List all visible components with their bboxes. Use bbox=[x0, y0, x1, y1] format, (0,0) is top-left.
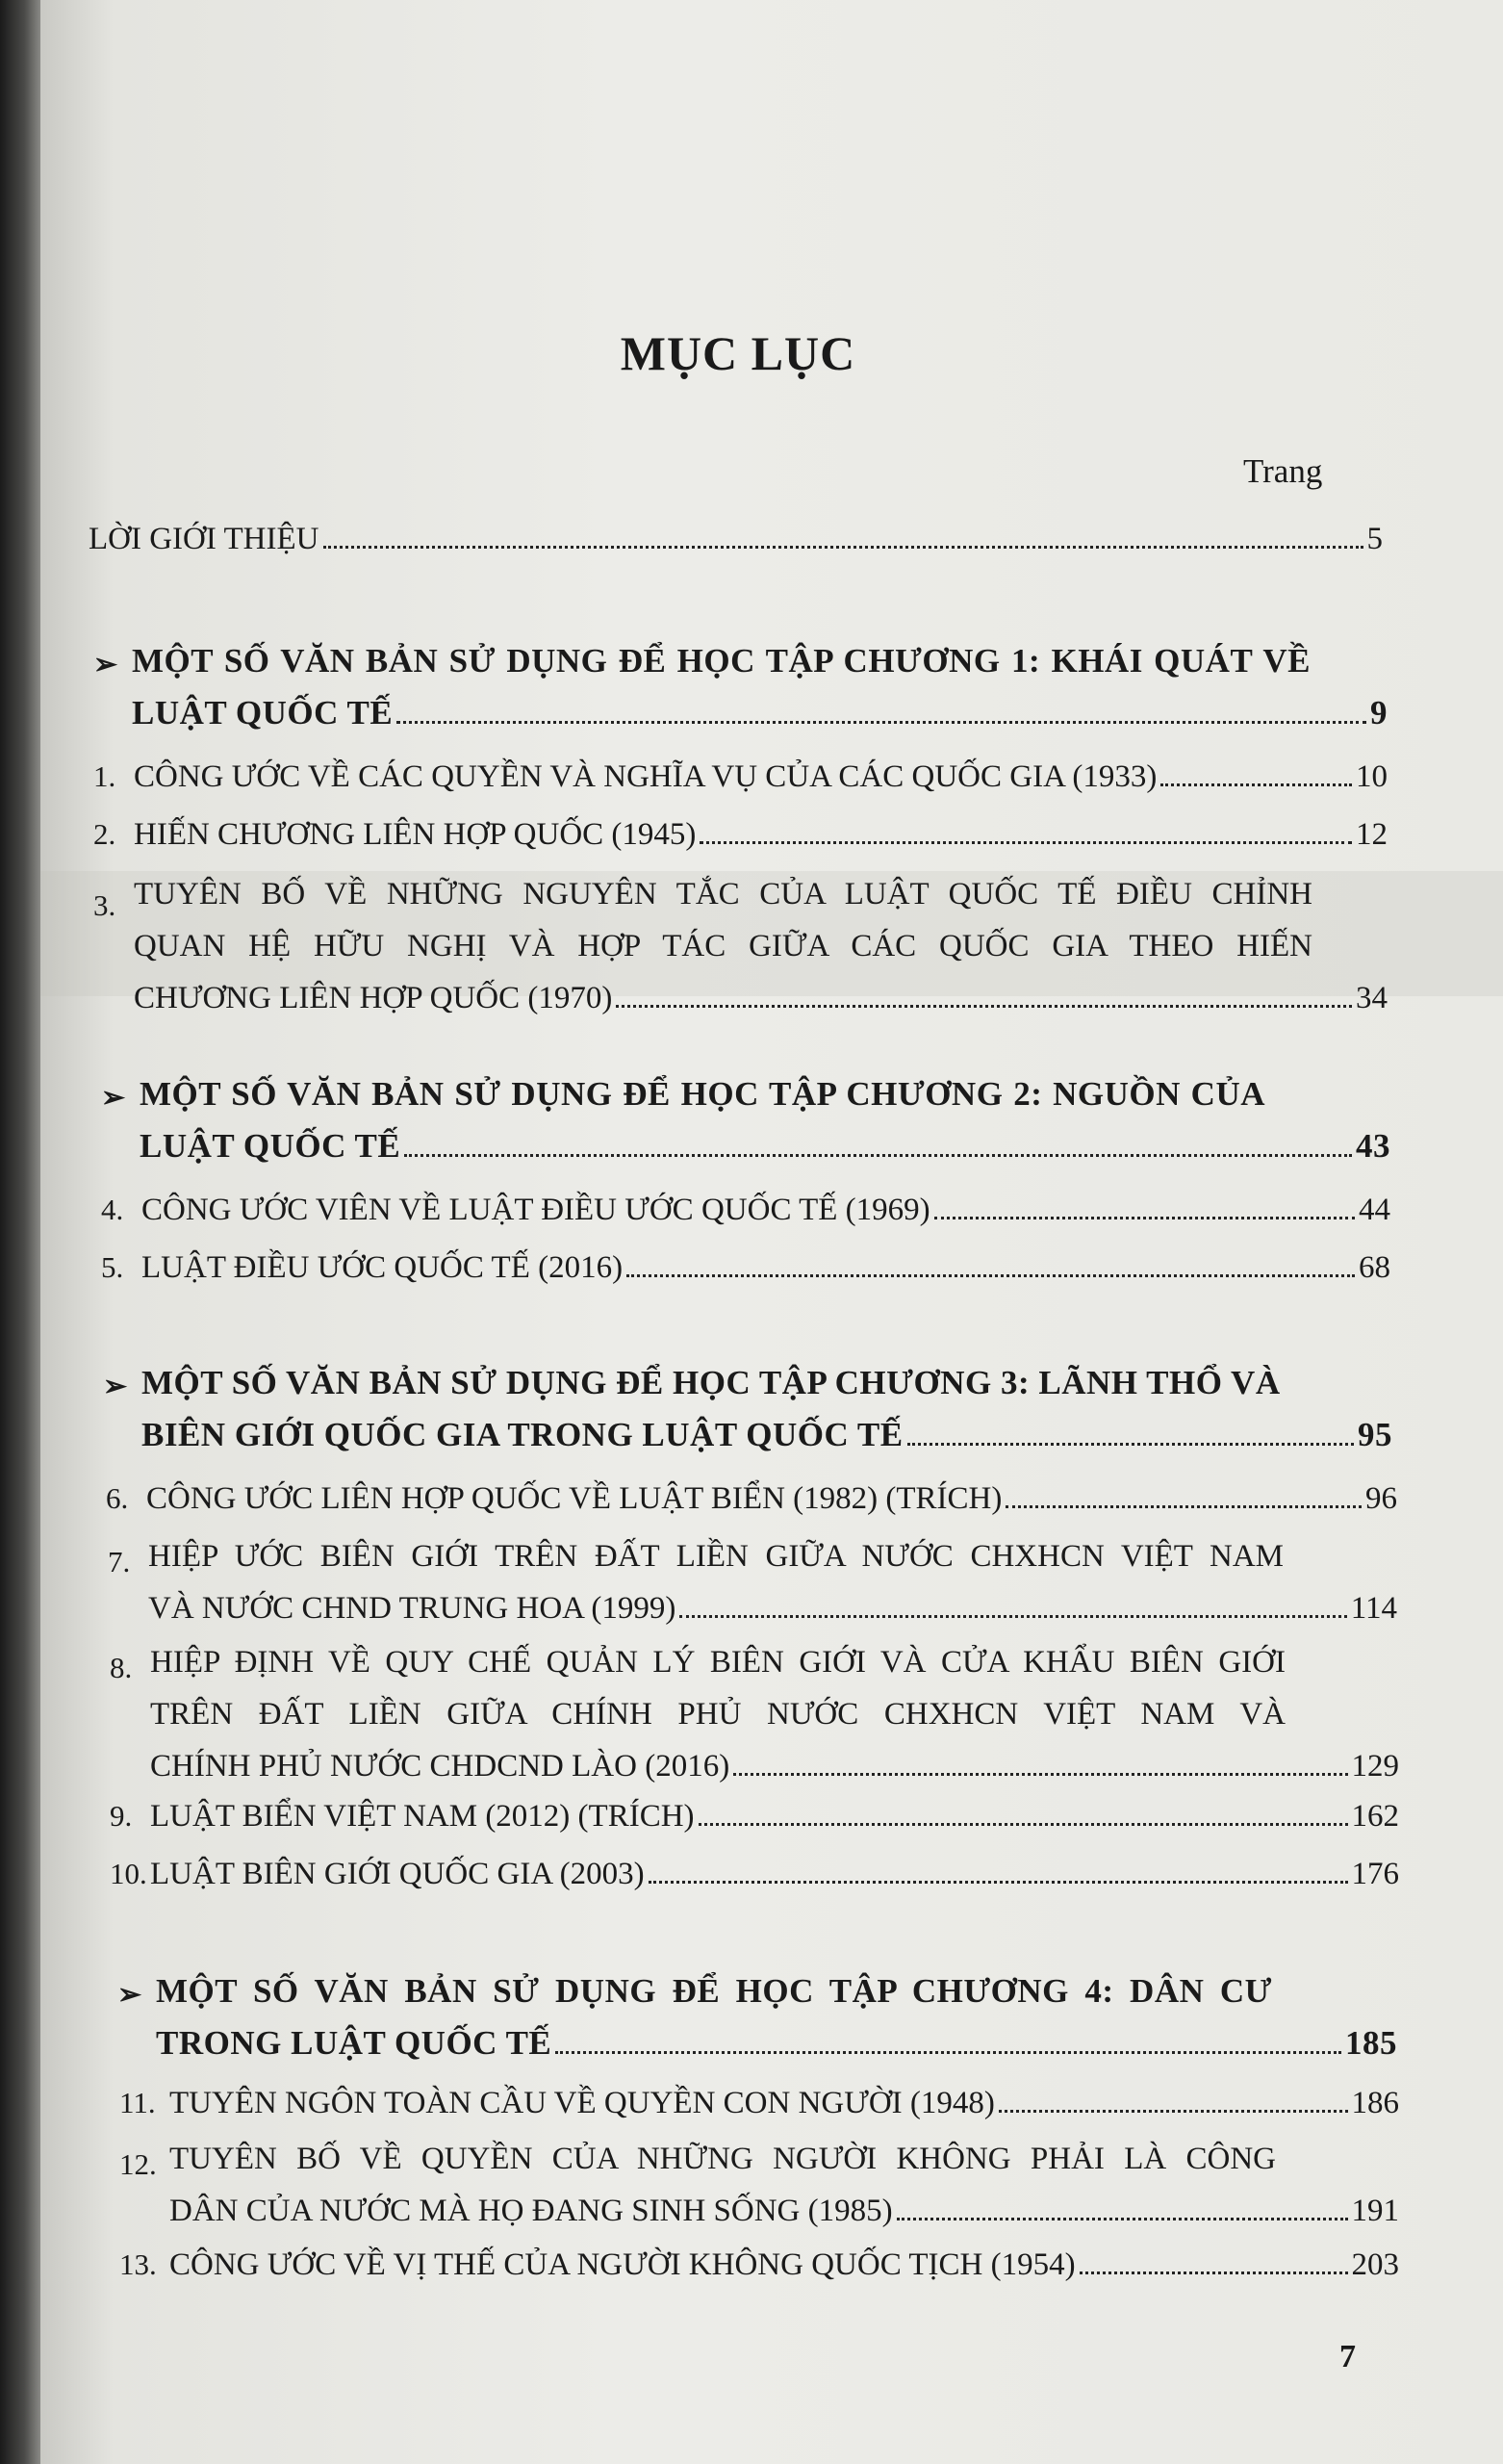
item-page: 34 bbox=[1356, 981, 1388, 1015]
section-page: 95 bbox=[1358, 1416, 1392, 1453]
book-page bbox=[40, 0, 1503, 2464]
item-number: 6. bbox=[106, 1481, 129, 1515]
section-heading-line: MỘT SỐ VĂN BẢN SỬ DỤNG ĐỂ HỌC TẬP CHƯƠNG 2: NGUỒN CỦA bbox=[140, 1075, 1265, 1113]
dot-leader bbox=[616, 1005, 1352, 1008]
dot-leader bbox=[733, 1773, 1347, 1776]
item-number: 8. bbox=[110, 1651, 133, 1684]
dot-leader bbox=[897, 2218, 1348, 2220]
section-heading-line: MỘT SỐ VĂN BẢN SỬ DỤNG ĐỂ HỌC TẬP CHƯƠNG 1: KHÁI QUÁT VỀ bbox=[132, 642, 1311, 680]
dot-leader bbox=[555, 2051, 1341, 2054]
item-title-line: CHÍNH PHỦ NƯỚC CHDCND LÀO (2016) bbox=[150, 1749, 730, 1784]
item-title: CÔNG ƯỚC VỀ VỊ THẾ CỦA NGƯỜI KHÔNG QUỐC TỊCH (1954) bbox=[169, 2247, 1076, 2282]
dot-leader bbox=[699, 1823, 1348, 1826]
section-heading-line: TRONG LUẬT QUỐC TẾ bbox=[156, 2024, 552, 2062]
toc-item bbox=[101, 1184, 1390, 1236]
item-title: LUẬT BIÊN GIỚI QUỐC GIA (2003) bbox=[150, 1857, 645, 1891]
item-title: HIẾN CHƯƠNG LIÊN HỢP QUỐC (1945) bbox=[134, 817, 697, 852]
dot-leader bbox=[999, 2110, 1348, 2113]
dot-leader bbox=[649, 1881, 1348, 1884]
item-number: 3. bbox=[93, 888, 116, 922]
item-title-line: TUYÊN BỐ VỀ QUYỀN CỦA NHỮNG NGƯỜI KHÔNG PHẢI LÀ CÔNG bbox=[169, 2142, 1276, 2176]
dot-leader bbox=[1006, 1505, 1362, 1508]
toc-section-1 bbox=[93, 635, 1388, 739]
item-page: 96 bbox=[1365, 1481, 1397, 1516]
item-page: 68 bbox=[1359, 1250, 1390, 1285]
section-heading-line: LUẬT QUỐC TẾ bbox=[132, 694, 394, 732]
toc-item bbox=[106, 1473, 1397, 1525]
item-page: 44 bbox=[1359, 1193, 1390, 1227]
item-number: 1. bbox=[93, 759, 116, 793]
toc-item bbox=[119, 2239, 1399, 2291]
arrow-bullet-icon: ➢ bbox=[117, 1979, 142, 2011]
arrow-bullet-icon: ➢ bbox=[101, 1082, 126, 1114]
toc-item bbox=[93, 751, 1388, 803]
section-heading-line: BIÊN GIỚI QUỐC GIA TRONG LUẬT QUỐC TẾ bbox=[141, 1416, 904, 1453]
item-title: LUẬT ĐIỀU ƯỚC QUỐC TẾ (2016) bbox=[141, 1250, 624, 1285]
section-page: 43 bbox=[1356, 1127, 1390, 1165]
arrow-bullet-icon: ➢ bbox=[93, 649, 118, 680]
item-page: 186 bbox=[1351, 2086, 1399, 2120]
section-heading-line: MỘT SỐ VĂN BẢN SỬ DỤNG ĐỂ HỌC TẬP CHƯƠNG 4: DÂN CƯ bbox=[156, 1972, 1272, 2010]
dot-leader bbox=[396, 721, 1366, 724]
section-page: 185 bbox=[1345, 2024, 1397, 2062]
item-number: 7. bbox=[108, 1545, 131, 1578]
item-number: 2. bbox=[93, 817, 116, 851]
toc-item bbox=[93, 868, 1388, 1024]
toc-item bbox=[110, 1790, 1399, 1842]
dot-leader bbox=[907, 1443, 1354, 1446]
item-number: 13. bbox=[119, 2247, 157, 2281]
item-title-line: TRÊN ĐẤT LIỀN GIỮA CHÍNH PHỦ NƯỚC CHXHCN VIỆT NAM VÀ bbox=[150, 1697, 1286, 1732]
item-page: 114 bbox=[1350, 1591, 1397, 1626]
item-number: 4. bbox=[101, 1193, 124, 1226]
item-title: CÔNG ƯỚC LIÊN HỢP QUỐC VỀ LUẬT BIỂN (1982) (TRÍCH) bbox=[146, 1481, 1003, 1516]
book-spine-shadow bbox=[0, 0, 40, 2464]
toc-item bbox=[110, 1636, 1399, 1792]
dot-leader bbox=[1080, 2272, 1348, 2274]
item-title: CÔNG ƯỚC VỀ CÁC QUYỀN VÀ NGHĨA VỤ CỦA CÁC QUỐC GIA (1933) bbox=[134, 759, 1158, 794]
toc-item bbox=[119, 2133, 1399, 2237]
item-page: 162 bbox=[1351, 1799, 1399, 1834]
item-page: 203 bbox=[1351, 2247, 1399, 2282]
dot-leader bbox=[934, 1217, 1355, 1219]
dot-leader bbox=[1160, 783, 1352, 786]
toc-intro bbox=[89, 513, 1383, 565]
item-page: 176 bbox=[1351, 1857, 1399, 1891]
item-title-line: CHƯƠNG LIÊN HỢP QUỐC (1970) bbox=[134, 981, 613, 1015]
dot-leader bbox=[679, 1615, 1346, 1618]
item-title: LUẬT BIỂN VIỆT NAM (2012) (TRÍCH) bbox=[150, 1799, 695, 1834]
item-number: 9. bbox=[110, 1799, 133, 1833]
dot-leader bbox=[404, 1154, 1352, 1157]
toc-item bbox=[93, 808, 1388, 860]
section-heading-line: MỘT SỐ VĂN BẢN SỬ DỤNG ĐỂ HỌC TẬP CHƯƠNG 3: LÃNH THỔ VÀ bbox=[141, 1364, 1281, 1401]
item-page: 10 bbox=[1356, 759, 1388, 794]
item-title-line: HIỆP ƯỚC BIÊN GIỚI TRÊN ĐẤT LIỀN GIỮA NƯỚC CHXHCN VIỆT NAM bbox=[148, 1539, 1284, 1574]
item-page: 129 bbox=[1351, 1749, 1399, 1784]
item-title-line: VÀ NƯỚC CHND TRUNG HOA (1999) bbox=[148, 1591, 676, 1626]
item-page: 191 bbox=[1351, 2194, 1399, 2228]
item-number: 10. bbox=[110, 1857, 147, 1890]
dot-leader bbox=[626, 1274, 1355, 1277]
page-column-header: Trang bbox=[1243, 452, 1323, 490]
item-number: 12. bbox=[119, 2147, 157, 2181]
section-page: 9 bbox=[1370, 694, 1388, 732]
arrow-bullet-icon: ➢ bbox=[103, 1371, 128, 1402]
dot-leader bbox=[323, 546, 1363, 549]
item-title: CÔNG ƯỚC VIÊN VỀ LUẬT ĐIỀU ƯỚC QUỐC TẾ (1969) bbox=[141, 1193, 930, 1227]
toc-section-3 bbox=[103, 1357, 1392, 1461]
toc-item bbox=[108, 1530, 1397, 1634]
section-heading-line: LUẬT QUỐC TẾ bbox=[140, 1127, 401, 1165]
item-number: 5. bbox=[101, 1250, 124, 1284]
toc-item bbox=[110, 1848, 1399, 1900]
toc-section-2 bbox=[101, 1068, 1390, 1172]
item-page: 12 bbox=[1356, 817, 1388, 852]
toc-intro-page: 5 bbox=[1366, 522, 1383, 556]
item-title-line: DÂN CỦA NƯỚC MÀ HỌ ĐANG SINH SỐNG (1985) bbox=[169, 2194, 893, 2228]
toc-item bbox=[119, 2077, 1399, 2129]
toc-section-4 bbox=[117, 1965, 1397, 2069]
item-title: TUYÊN NGÔN TOÀN CẦU VỀ QUYỀN CON NGƯỜI (1948) bbox=[169, 2086, 995, 2120]
toc-item bbox=[101, 1242, 1390, 1294]
page-title: MỤC LỤC bbox=[620, 326, 856, 380]
toc-intro-label: LỜI GIỚI THIỆU bbox=[89, 522, 319, 556]
dot-leader bbox=[700, 841, 1352, 844]
item-number: 11. bbox=[119, 2086, 156, 2119]
item-title-line: HIỆP ĐỊNH VỀ QUY CHẾ QUẢN LÝ BIÊN GIỚI VÀ CỬA KHẨU BIÊN GIỚI bbox=[150, 1645, 1286, 1680]
page-number: 7 bbox=[1339, 2339, 1356, 2374]
item-title-line: QUAN HỆ HỮU NGHỊ VÀ HỢP TÁC GIỮA CÁC QUỐC GIA THEO HIẾN bbox=[134, 929, 1312, 963]
item-title-line: TUYÊN BỐ VỀ NHỮNG NGUYÊN TẮC CỦA LUẬT QUỐC TẾ ĐIỀU CHỈNH bbox=[134, 877, 1312, 911]
